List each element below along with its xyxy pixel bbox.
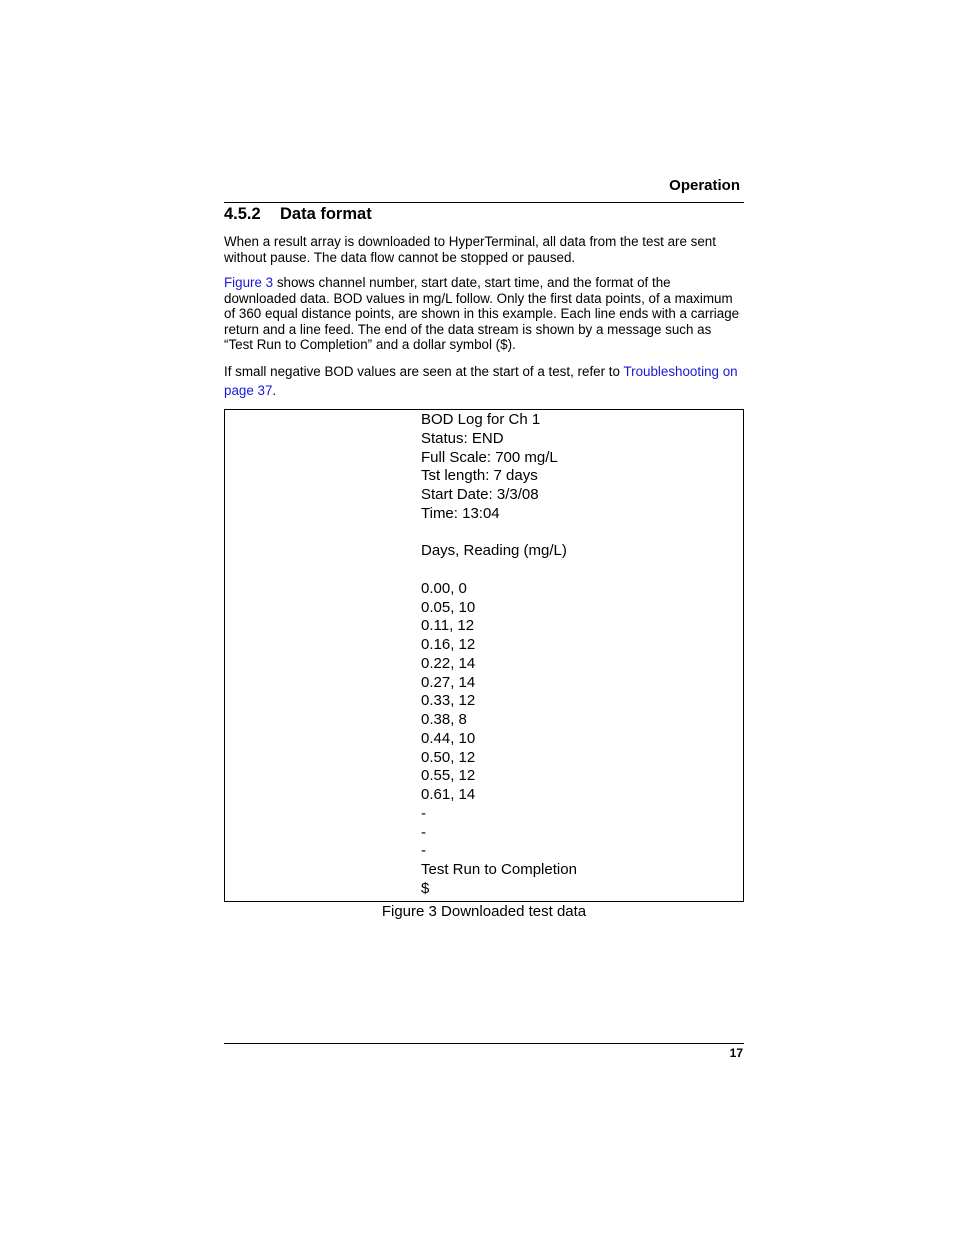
- log-line: 0.38, 8: [421, 711, 467, 728]
- section-title: Data format: [280, 205, 372, 223]
- paragraph-end-punctuation: .: [272, 383, 277, 398]
- log-line: 0.16, 12: [421, 636, 476, 653]
- log-line: $: [421, 879, 430, 897]
- log-line: Status: END: [421, 429, 504, 447]
- log-line: 0.50, 12: [421, 748, 476, 766]
- log-line: [421, 561, 577, 580]
- log-line: 0.00, 0: [421, 579, 467, 597]
- log-line: Test Run to Completion: [421, 861, 577, 878]
- footer-divider: [224, 1043, 744, 1044]
- log-line: 0.27, 14: [421, 673, 476, 691]
- log-line: Days, Reading (mg/L): [421, 542, 567, 560]
- section-number: 4.5.2: [224, 205, 261, 223]
- header-divider: [224, 202, 744, 203]
- paragraph-intro: When a result array is downloaded to HyperTerminal, all data from the test are sent without pause. The data flow cannot be stopped or paused.: [224, 234, 716, 265]
- log-line: Full Scale: 700 mg/L: [421, 448, 558, 466]
- running-header: Operation: [669, 177, 740, 194]
- log-line: 0.33, 12: [421, 692, 476, 710]
- paragraph-figure-description: [224, 275, 744, 353]
- log-line: Tst length: 7 days: [421, 467, 538, 485]
- figure-caption: Figure 3 Downloaded test data: [381, 903, 587, 920]
- log-line: BOD Log for Ch 1: [421, 411, 541, 428]
- log-line: -: [421, 804, 426, 822]
- log-line: 0.05, 10: [421, 598, 476, 616]
- troubleshooting-link[interactable]: Troubleshooting on page 37: [224, 364, 738, 398]
- log-line: 0.44, 10: [421, 729, 476, 747]
- figure-3-link[interactable]: Figure 3: [224, 275, 274, 290]
- page-number: 17: [729, 1046, 743, 1060]
- log-line: -: [421, 823, 426, 841]
- log-line: 0.55, 12: [421, 767, 476, 785]
- section-heading: [224, 205, 372, 224]
- figure-3-box: [224, 409, 744, 902]
- paragraph-troubleshooting-text: If small negative BOD values are seen at the start of a test, refer to: [224, 364, 624, 379]
- log-line: 0.11, 12: [421, 617, 475, 635]
- paragraph-troubleshooting: [224, 362, 744, 400]
- log-line: -: [421, 842, 426, 860]
- log-line: 0.22, 14: [421, 654, 476, 672]
- log-line: Start Date: 3/3/08: [421, 486, 539, 503]
- log-line: [421, 524, 577, 543]
- paragraph-figure-text: shows channel number, start date, start time, and the format of the downloaded data. BOD values in mg/L follow. Only the first data points, of a maximum of 360 equal distance points, are shown in this example. Each line ends with a carriage return and a line feed. The end of the data stream is shown by a message such as “Test Run to Completion” and a dollar symbol ($).: [224, 275, 740, 353]
- log-line: Time: 13:04: [421, 504, 500, 522]
- log-line: 0.61, 14: [421, 786, 476, 803]
- bod-log-output: [421, 411, 577, 899]
